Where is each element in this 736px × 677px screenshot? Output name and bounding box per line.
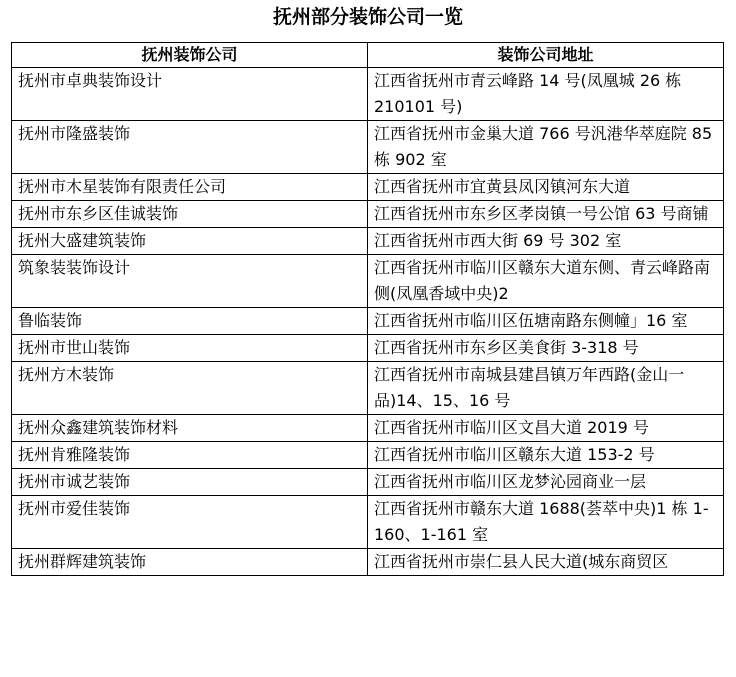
company-address-cell: 江西省抚州市青云峰路 14 号(凤凰城 26 栋 210101 号) [368, 68, 724, 121]
company-address-cell: 江西省抚州市临川区文昌大道 2019 号 [368, 415, 724, 442]
company-address-cell: 江西省抚州市临川区龙梦沁园商业一层 [368, 469, 724, 496]
table-row [12, 121, 724, 174]
table-row [12, 68, 724, 121]
company-name-cell: 抚州市诚艺装饰 [12, 469, 368, 496]
company-table [11, 42, 724, 576]
company-address-cell: 江西省抚州市赣东大道 1688(荟萃中央)1 栋 1-160、1-161 室 [368, 496, 724, 549]
table-row [12, 255, 724, 308]
company-name-cell: 抚州市卓典装饰设计 [12, 68, 368, 121]
company-address-cell: 江西省抚州市临川区赣东大道 153-2 号 [368, 442, 724, 469]
column-header-name: 抚州装饰公司 [12, 43, 368, 68]
company-address-cell: 江西省抚州市宜黄县凤冈镇河东大道 [368, 174, 724, 201]
table-row [12, 469, 724, 496]
company-name-cell: 抚州市隆盛装饰 [12, 121, 368, 174]
company-address-cell: 江西省抚州市西大街 69 号 302 室 [368, 228, 724, 255]
company-address-cell: 江西省抚州市临川区赣东大道东侧、青云峰路南侧(凤凰香域中央)2 [368, 255, 724, 308]
company-address-cell: 江西省抚州市崇仁县人民大道(城东商贸区 [368, 549, 724, 576]
company-address-cell: 江西省抚州市金巢大道 766 号汎港华萃庭院 85 栋 902 室 [368, 121, 724, 174]
table-row [12, 228, 724, 255]
company-name-cell: 抚州市爱佳装饰 [12, 496, 368, 549]
table-row [12, 335, 724, 362]
company-address-cell: 江西省抚州市临川区伍塘南路东侧幢」16 室 [368, 308, 724, 335]
company-name-cell: 鲁临装饰 [12, 308, 368, 335]
table-row [12, 442, 724, 469]
table-row [12, 174, 724, 201]
company-address-cell: 江西省抚州市南城县建昌镇万年西路(金山一品)14、15、16 号 [368, 362, 724, 415]
table-row [12, 308, 724, 335]
company-name-cell: 抚州肯雅隆装饰 [12, 442, 368, 469]
company-name-cell: 抚州市东乡区佳诚装饰 [12, 201, 368, 228]
company-name-cell: 抚州群辉建筑装饰 [12, 549, 368, 576]
page-title: 抚州部分装饰公司一览 [272, 6, 463, 28]
table-row [12, 362, 724, 415]
company-address-cell: 江西省抚州市东乡区美食街 3-318 号 [368, 335, 724, 362]
company-name-cell: 抚州众鑫建筑装饰材料 [12, 415, 368, 442]
table-row [12, 496, 724, 549]
table-row [12, 201, 724, 228]
column-header-address: 装饰公司地址 [368, 43, 724, 68]
table-row [12, 549, 724, 576]
company-name-cell: 抚州市木星装饰有限责任公司 [12, 174, 368, 201]
company-name-cell: 筑象装装饰设计 [12, 255, 368, 308]
company-name-cell: 抚州方木装饰 [12, 362, 368, 415]
table-row [12, 415, 724, 442]
company-name-cell: 抚州市世山装饰 [12, 335, 368, 362]
company-address-cell: 江西省抚州市东乡区孝岗镇一号公馆 63 号商铺 [368, 201, 724, 228]
table-header-row [12, 43, 724, 68]
company-name-cell: 抚州大盛建筑装饰 [12, 228, 368, 255]
